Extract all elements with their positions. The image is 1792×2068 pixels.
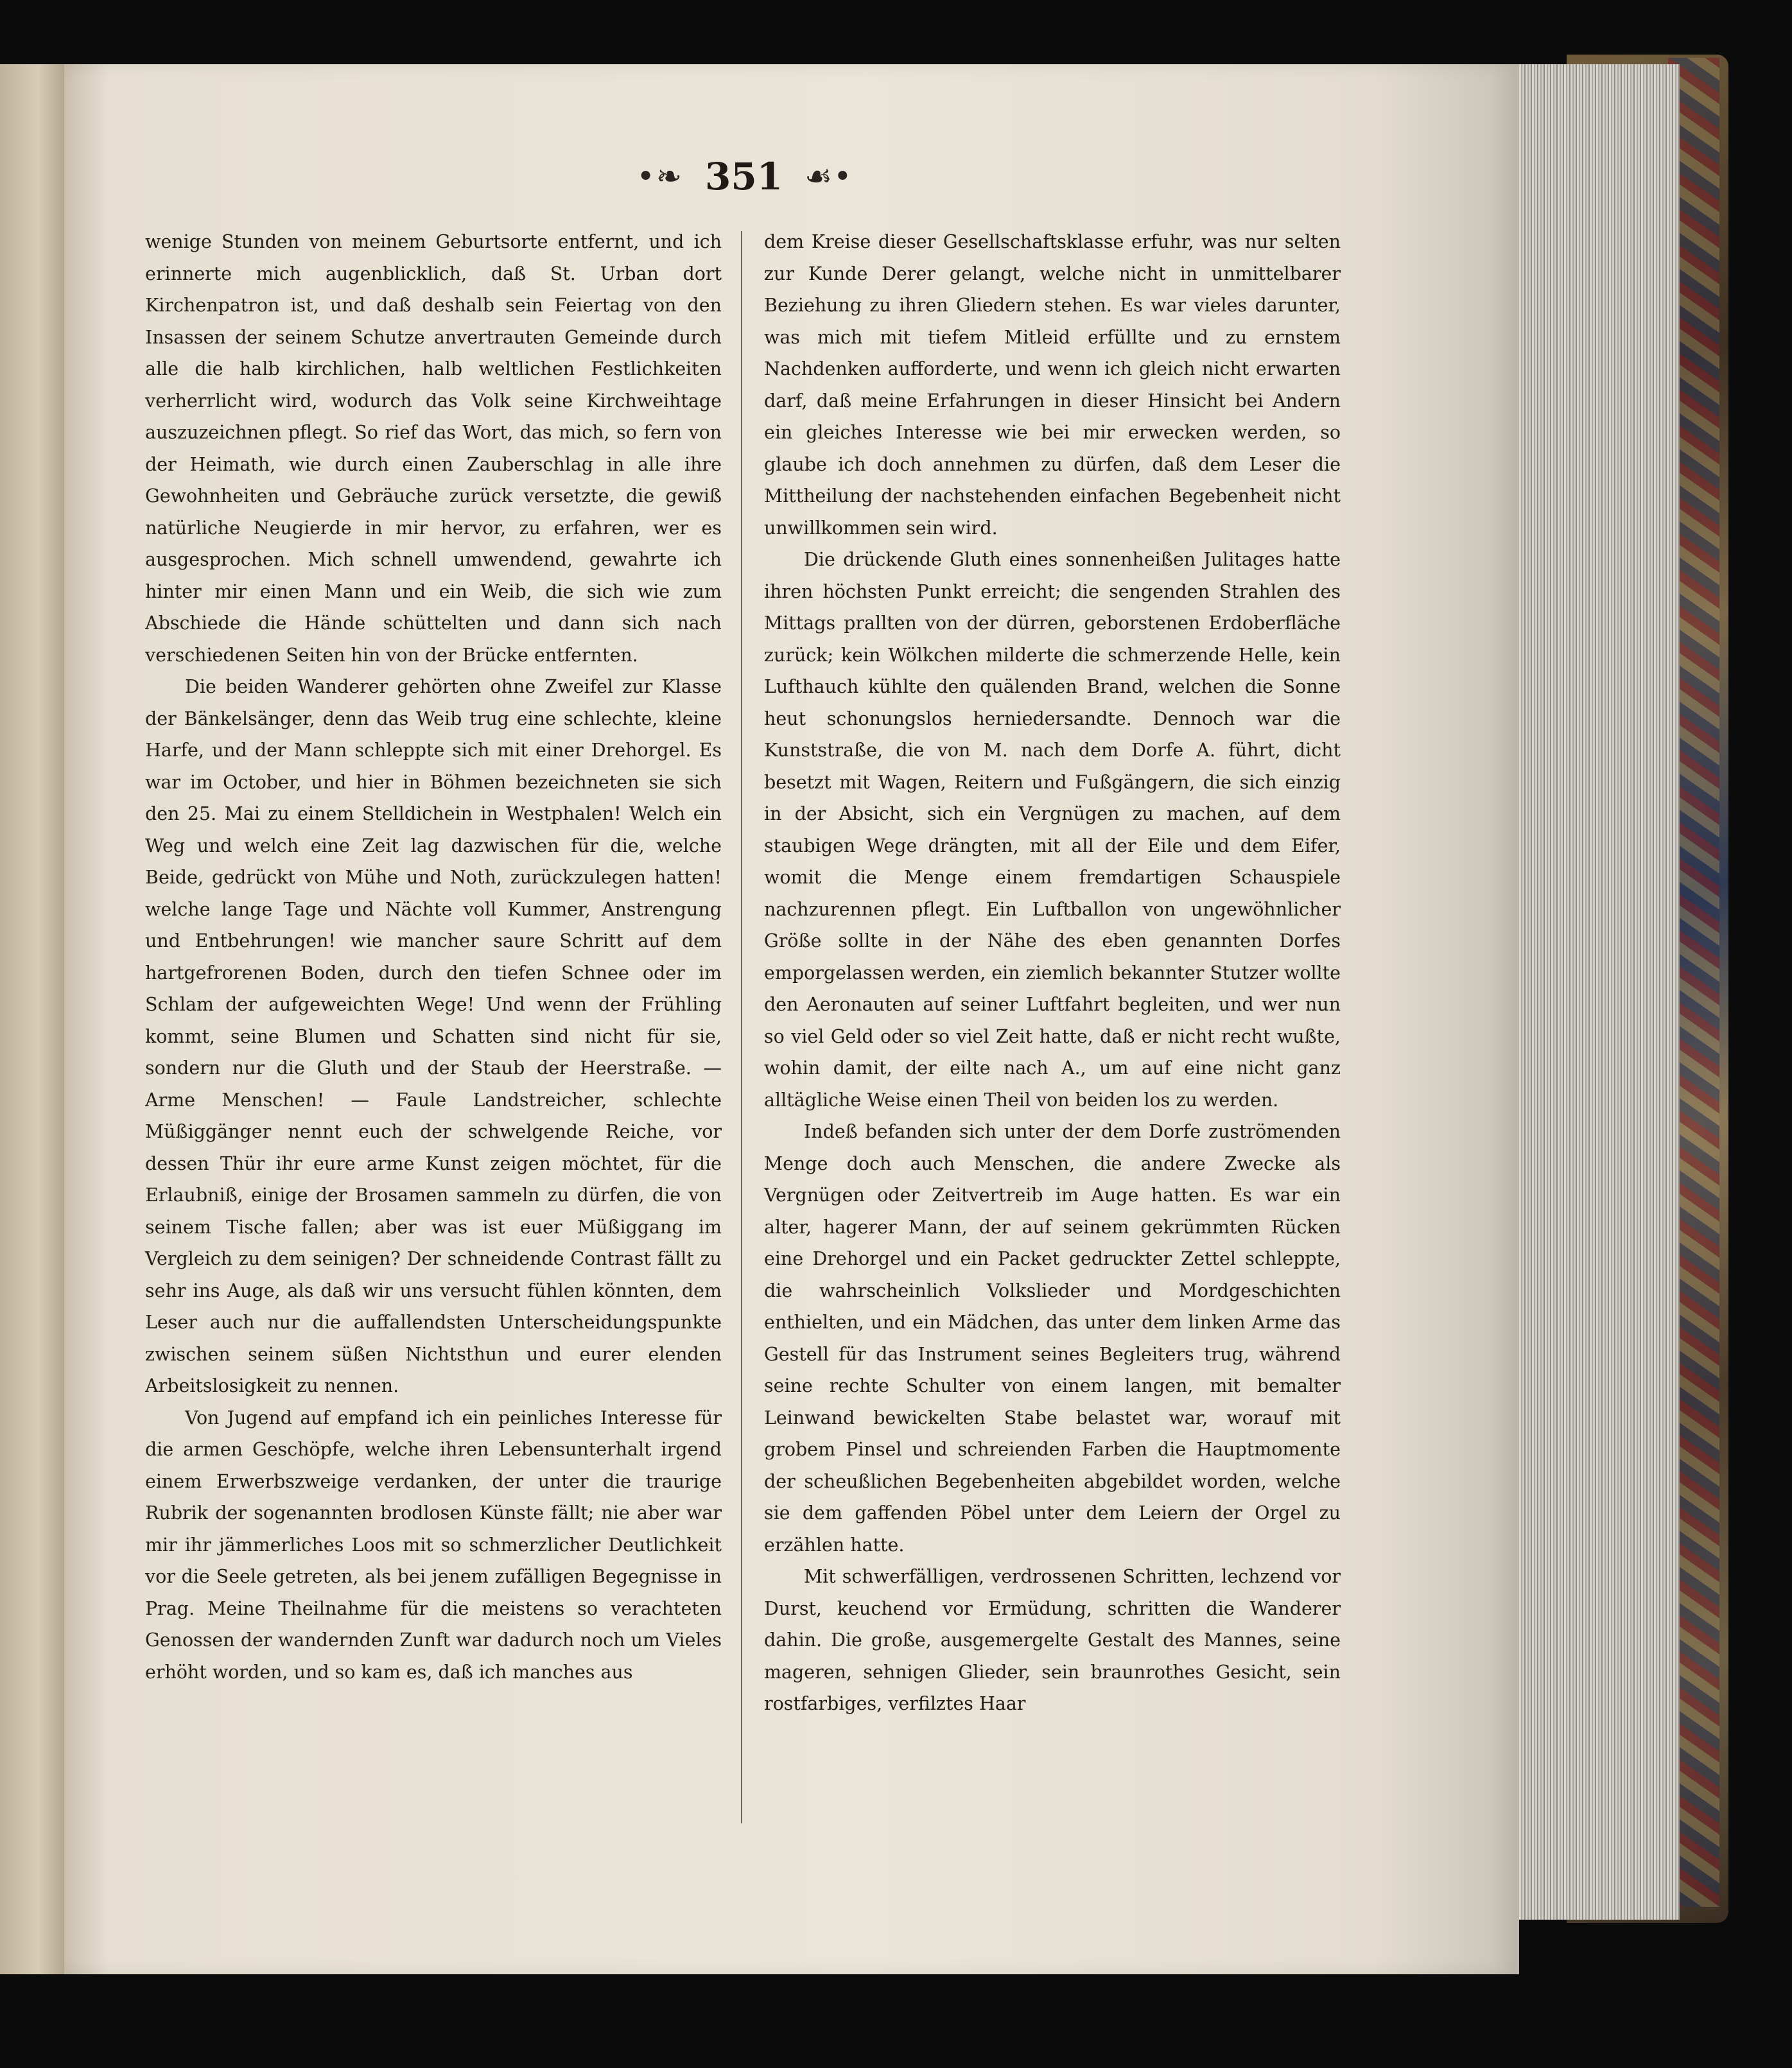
left-column [145, 226, 722, 1831]
page-header [591, 151, 899, 202]
paragraph: Indeß befanden sich unter der dem Dorfe zuströmenden Menge doch auch Menschen, die andere Zwecke als Vergnügen oder Zeitvertreib im Auge hatten. Es war ein alter, hagerer Mann, der auf seinem gekrümmten Rücken eine Drehorgel und ein Packet gedruckter Zettel schleppte, die wahrscheinlich Volkslieder und Mordgeschichten enthielten, und ein Mädchen, das unter dem linken Arme das Gestell für das Instrument seines Begleiters trug, während seine rechte Schulter von einem langen, mit bemalter Leinwand bewickelten Stabe belastet war, worauf mit grobem Pinsel und schreienden Farben die Hauptmomente der scheußlichen Begebenheiten abgebildet worden, welche sie dem gaffenden Pöbel unter dem Leiern der Orgel zu erzählen hatte. [764, 1121, 1341, 1556]
ornament-right-icon: ☙• [805, 159, 853, 195]
paragraph: Mit schwerfälligen, verdrossenen Schritten, lechzend vor Durst, keuchend vor Ermüdung, schritten die Wanderer dahin. Die große, ausgemergelte Gestalt des Mannes, seine mageren, sehnigen Glieder, sein braunrothes Gesicht, sein rostfarbiges, verfilztes Haar [764, 1566, 1341, 1714]
paragraph: wenige Stunden von meinem Geburtsorte entfernt, und ich erinnerte mich augenblicklich, daß St. Urban dort Kirchenpatron ist, und daß deshalb sein Feiertag von den Insassen der seinem Schutze anvertrauten Gemeinde durch alle die halb kirchlichen, halb weltlichen Festlichkeiten verherrlicht wird, wodurch das Volk seine Kirchweihtage auszuzeichnen pflegt. So rief das Wort, das mich, so fern von der Heimath, wie durch einen Zauberschlag in alle ihre Gewohnheiten und Gebräuche zurück versetzte, die gewiß natürliche Neugierde in mir hervor, zu erfahren, wer es ausgesprochen. Mich schnell umwendend, gewahrte ich hinter mir einen Mann und ein Weib, die sich wie zum Abschiede die Hände schüttelten und dann sich nach verschiedenen Seiten hin von der Brücke entfernten. [145, 231, 722, 666]
right-column [764, 226, 1341, 1831]
paragraph: Die beiden Wanderer gehörten ohne Zweifel zur Klasse der Bänkelsänger, denn das Weib trug eine schlechte, kleine Harfe, und der Mann schleppte sich mit einer Drehorgel. Es war im October, und hier in Böhmen bezeichneten sie sich den 25. Mai zu einem Stelldichein in Westphalen! Welch ein Weg und welch eine Zeit lag dazwischen für die, welche Beide, gedrückt von Mühe und Noth, zurückzulegen hatten! welche lange Tage und Nächte voll Kummer, Anstrengung und Entbehrungen! wie mancher saure Schritt auf dem hartgefrorenen Boden, durch den tiefen Schnee oder im Schlam der aufgeweichten Wege! Und wenn der Frühling kommt, seine Blumen und Schatten sind nicht für sie, sondern nur die Gluth und der Staub der Heerstraße. — Arme Menschen! — Faule Landstreicher, schlechte Müßiggänger nennt euch der schwelgende Reiche, vor dessen Thür ihr eure arme Kunst zeigen möchtet, für die Erlaubniß, einige der Brosamen sammeln zu dürfen, die von seinem Tische fallen; aber was ist euer Müßiggang im Vergleich zu dem seinigen? Der schneidende Contrast fällt zu sehr ins Auge, als daß wir uns versucht fühlen könnten, dem Leser auch nur die auffallendsten Unterscheidungspunkte zwischen seinem süßen Nichtsthun und eurer elenden Arbeitslosigkeit zu nennen. [145, 676, 722, 1396]
facing-page-edge [0, 64, 64, 1974]
ornament-left-icon: •❧ [636, 159, 684, 195]
column-divider [741, 231, 742, 1823]
paragraph: dem Kreise dieser Gesellschaftsklasse erfuhr, was nur selten zur Kunde Derer gelangt, welche nicht in unmittelbarer Beziehung zu ihren Gliedern stehen. Es war vieles darunter, was mich mit tiefem Mitleid erfüllte und zu ernstem Nachdenken aufforderte, und wenn ich gleich nicht erwarten darf, daß meine Erfahrungen in dieser Hinsicht bei Andern ein gleiches Interesse wie bei mir erwecken werden, so glaube ich doch annehmen zu dürfen, daß dem Leser die Mittheilung der nachstehenden einfachen Begebenheit nicht unwillkommen sein wird. [764, 231, 1341, 539]
page-number: 351 [705, 155, 783, 198]
page-stack-edges [1519, 64, 1680, 1920]
paragraph: Von Jugend auf empfand ich ein peinliches Interesse für die armen Geschöpfe, welche ihren Lebensunterhalt irgend einem Erwerbszweige verdanken, der unter die traurige Rubrik der sogenannten brodlosen Künste fällt; nie aber war mir ihr jämmerliches Loos mit so schmerzlicher Deutlichkeit vor die Seele getreten, als bei jenem zufälligen Begegnisse in Prag. Meine Theilnahme für die meistens so verachteten Genossen der wandernden Zunft war dadurch noch um Vieles erhöht worden, und so kam es, daß ich manches aus [145, 1407, 722, 1683]
paragraph: Die drückende Gluth eines sonnenheißen Julitages hatte ihren höchsten Punkt erreicht; die sengenden Strahlen des Mittags prallten von der dürren, geborstenen Erdoberfläche zurück; kein Wölkchen milderte die schmerzende Helle, kein Lufthauch kühlte den quälenden Brand, welchen die Sonne heut schonungslos herniedersandte. Dennoch war die Kunststraße, die von M. nach dem Dorfe A. führt, dicht besetzt mit Wagen, Reitern und Fußgängern, die sich einzig in der Absicht, sich ein Vergnügen zu machen, auf dem staubigen Wege drängten, mit all der Eile und dem Eifer, womit die Menge einem fremdartigen Schauspiele nachzurennen pflegt. Ein Luftballon von ungewöhnlicher Größe sollte in der Nähe des eben genannten Dorfes emporgelassen werden, ein ziemlich bekannter Stutzer wollte den Aeronauten auf seiner Luftfahrt begleiten, und wer nun so viel Geld oder so viel Zeit hatte, daß er nicht recht wußte, wohin damit, der eilte nach A., um auf eine nicht ganz alltägliche Weise einen Theil von beiden los zu werden. [764, 549, 1341, 1111]
